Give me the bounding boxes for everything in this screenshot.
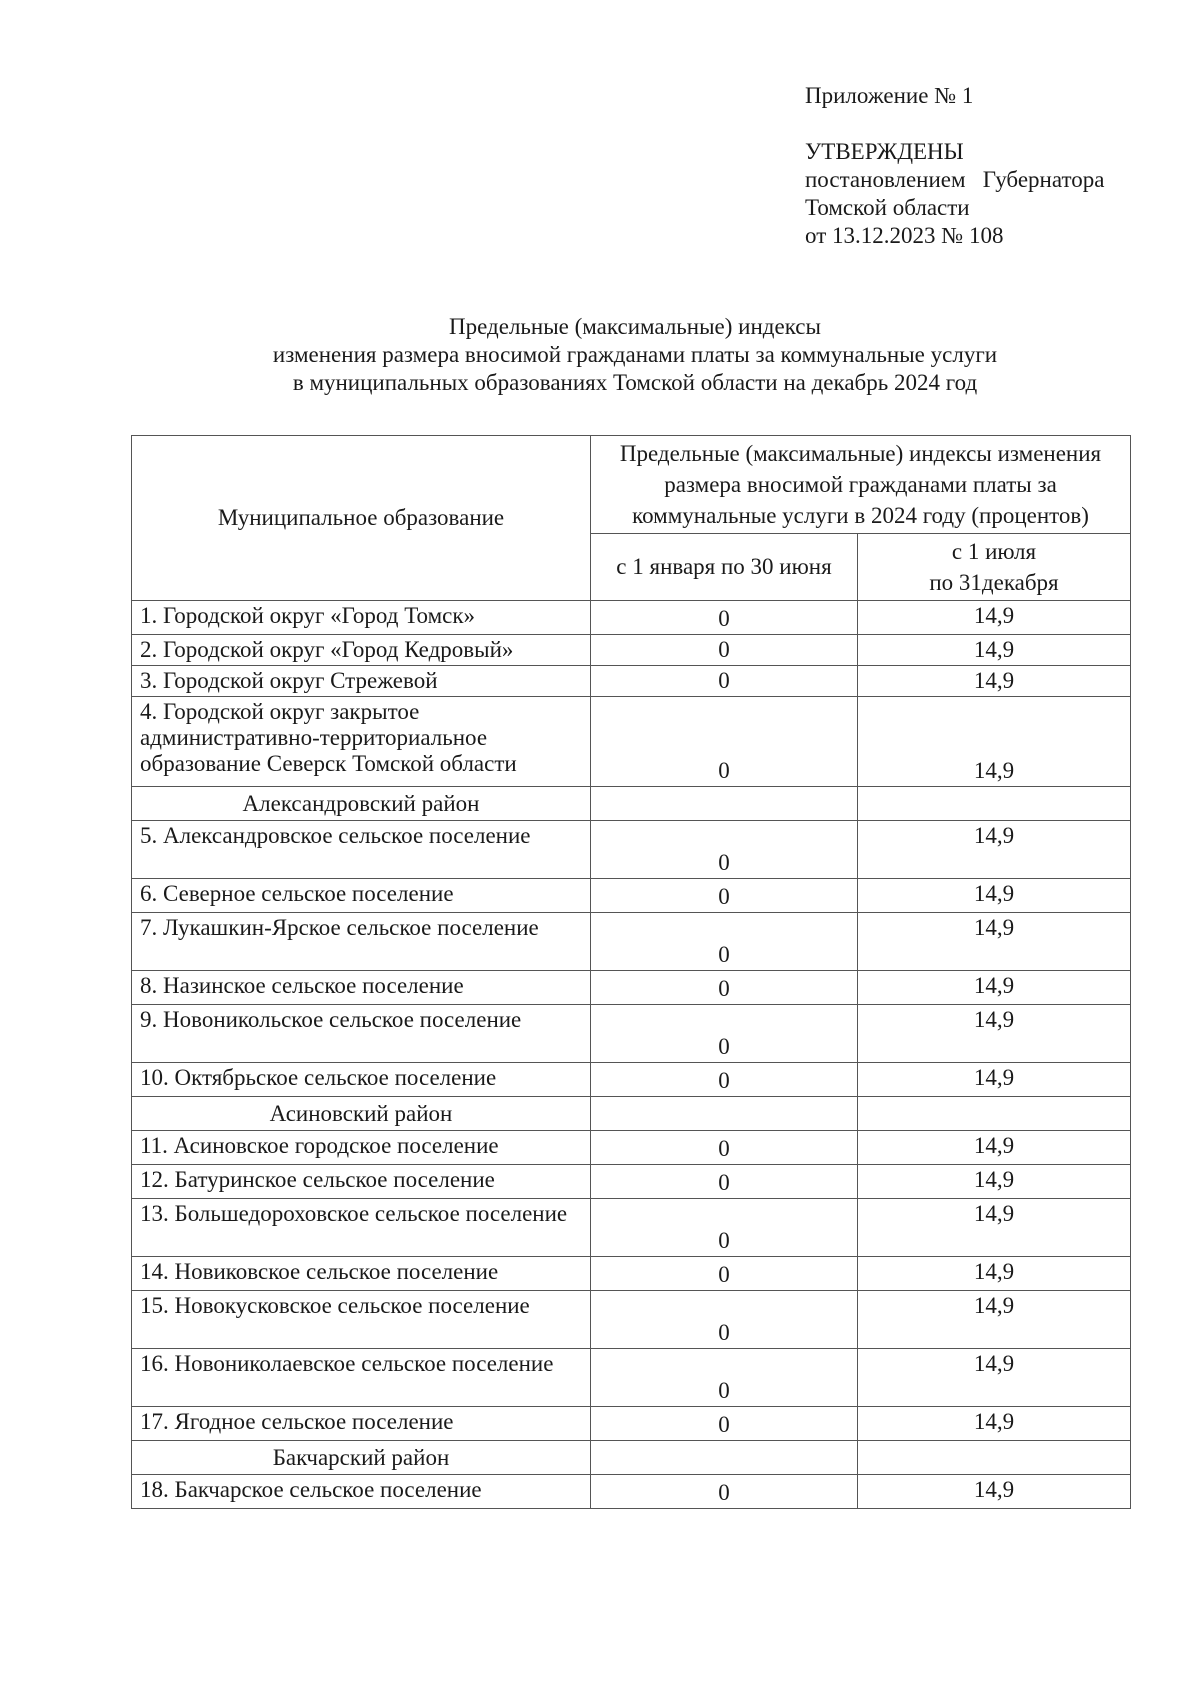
table-row (132, 821, 1131, 879)
header-indices-group: Предельные (максимальные) индексы изменения размера вносимой гражданами платы за коммунальные услуги в 2024 году (процентов) (591, 436, 1131, 534)
value-jul-dec: 14,9 (858, 971, 1131, 1005)
value-jan-jun: 0 (591, 1475, 858, 1509)
value-jul-dec: 14,9 (858, 1291, 1131, 1349)
value-jul-dec: 14,9 (858, 821, 1131, 879)
municipality-name: 2. Городской округ «Город Кедровый» (132, 635, 591, 666)
value-jan-jun: 0 (591, 971, 858, 1005)
title-line-1: Предельные (максимальные) индексы (449, 314, 821, 339)
municipality-name: 7. Лукашкин-Ярское сельское поселение (132, 913, 591, 971)
table-row (132, 1063, 1131, 1097)
municipality-name: 3. Городской округ Стрежевой (132, 666, 591, 697)
header-row-1 (132, 436, 1131, 534)
table-row (132, 1407, 1131, 1441)
appendix-label: Приложение № 1 (805, 83, 974, 108)
value-jan-jun: 0 (591, 1199, 858, 1257)
table-row (132, 1349, 1131, 1407)
municipality-name: 9. Новоникольское сельское поселение (132, 1005, 591, 1063)
table-row (132, 1475, 1131, 1509)
value-jan-jun: 0 (591, 1291, 858, 1349)
value-jul-dec: 14,9 (858, 1407, 1131, 1441)
municipality-name: 16. Новониколаевское сельское поселение (132, 1349, 591, 1407)
table-row (132, 1165, 1131, 1199)
approval-line-2: Томской области (805, 195, 970, 220)
value-jul-dec: 14,9 (858, 1063, 1131, 1097)
title-line-2: изменения размера вносимой гражданами платы за коммунальные услуги (272, 342, 998, 367)
title-line-3: в муниципальных образованиях Томской области на декабрь 2024 год (292, 370, 978, 395)
table-row (132, 1131, 1131, 1165)
value-jan-jun: 0 (591, 1063, 858, 1097)
value-jul-dec: 14,9 (858, 913, 1131, 971)
municipality-name: 4. Городской округ закрытое административно-территориальное образование Северск Томской области (132, 697, 591, 787)
value-jul-dec: 14,9 (858, 1165, 1131, 1199)
empty-cell (591, 1097, 858, 1131)
value-jul-dec: 14,9 (858, 1257, 1131, 1291)
value-jan-jun: 0 (591, 635, 858, 666)
header-municipality: Муниципальное образование (132, 436, 591, 601)
district-name: Александровский район (132, 787, 591, 821)
header-period-jul-dec-line-1: с 1 июля (951, 539, 1037, 564)
value-jan-jun: 0 (591, 666, 858, 697)
table-row (132, 697, 1131, 787)
value-jan-jun: 0 (591, 697, 858, 787)
table-row (132, 1257, 1131, 1291)
empty-cell (591, 1441, 858, 1475)
municipality-name: 5. Александровское сельское поселение (132, 821, 591, 879)
value-jan-jun: 0 (591, 1257, 858, 1291)
district-row (132, 1097, 1131, 1131)
district-row (132, 787, 1131, 821)
empty-cell (858, 787, 1131, 821)
table-header (132, 436, 1131, 601)
municipality-name: 17. Ягодное сельское поселение (132, 1407, 591, 1441)
municipality-name: 14. Новиковское сельское поселение (132, 1257, 591, 1291)
value-jan-jun: 0 (591, 913, 858, 971)
value-jan-jun: 0 (591, 601, 858, 635)
value-jan-jun: 0 (591, 1005, 858, 1063)
header-period-jul-dec (858, 534, 1131, 601)
document-title (120, 313, 1150, 397)
municipality-name: 15. Новокусковское сельское поселение (132, 1291, 591, 1349)
header-period-jan-jun: с 1 января по 30 июня (591, 534, 858, 601)
value-jul-dec: 14,9 (858, 601, 1131, 635)
municipality-name: 13. Большедороховское сельское поселение (132, 1199, 591, 1257)
value-jul-dec: 14,9 (858, 879, 1131, 913)
municipality-name: 12. Батуринское сельское поселение (132, 1165, 591, 1199)
value-jan-jun: 0 (591, 1131, 858, 1165)
value-jan-jun: 0 (591, 1349, 858, 1407)
municipality-name: 1. Городской округ «Город Томск» (132, 601, 591, 635)
table-row (132, 971, 1131, 1005)
value-jul-dec: 14,9 (858, 1131, 1131, 1165)
district-name: Бакчарский район (132, 1441, 591, 1475)
spacer (805, 110, 1185, 138)
table-row (132, 913, 1131, 971)
value-jan-jun: 0 (591, 879, 858, 913)
municipality-name: 11. Асиновское городское поселение (132, 1131, 591, 1165)
district-name: Асиновский район (132, 1097, 591, 1131)
empty-cell (858, 1441, 1131, 1475)
value-jul-dec: 14,9 (858, 1005, 1131, 1063)
table-row (132, 601, 1131, 635)
table-row (132, 879, 1131, 913)
district-row (132, 1441, 1131, 1475)
value-jan-jun: 0 (591, 1407, 858, 1441)
empty-cell (591, 787, 858, 821)
table-row (132, 635, 1131, 666)
municipality-name: 18. Бакчарское сельское поселение (132, 1475, 591, 1509)
municipality-name: 6. Северное сельское поселение (132, 879, 591, 913)
table-row (132, 1005, 1131, 1063)
value-jul-dec: 14,9 (858, 1199, 1131, 1257)
value-jan-jun: 0 (591, 821, 858, 879)
municipality-name: 8. Назинское сельское поселение (132, 971, 591, 1005)
approved-label: УТВЕРЖДЕНЫ (805, 139, 964, 164)
table-body (132, 601, 1131, 1509)
value-jul-dec: 14,9 (858, 1475, 1131, 1509)
municipality-name: 10. Октябрьское сельское поселение (132, 1063, 591, 1097)
table-row (132, 1199, 1131, 1257)
value-jul-dec: 14,9 (858, 697, 1131, 787)
value-jul-dec: 14,9 (858, 1349, 1131, 1407)
table-row (132, 1291, 1131, 1349)
approval-line-3: от 13.12.2023 № 108 (805, 223, 1004, 248)
header-period-jul-dec-line-2: по 31декабря (929, 570, 1059, 595)
value-jul-dec: 14,9 (858, 635, 1131, 666)
indices-table (131, 435, 1131, 1509)
table-row (132, 666, 1131, 697)
value-jan-jun: 0 (591, 1165, 858, 1199)
value-jul-dec: 14,9 (858, 666, 1131, 697)
approval-line-1: постановлением Губернатора (805, 167, 1105, 192)
empty-cell (858, 1097, 1131, 1131)
approval-block (805, 82, 1185, 250)
